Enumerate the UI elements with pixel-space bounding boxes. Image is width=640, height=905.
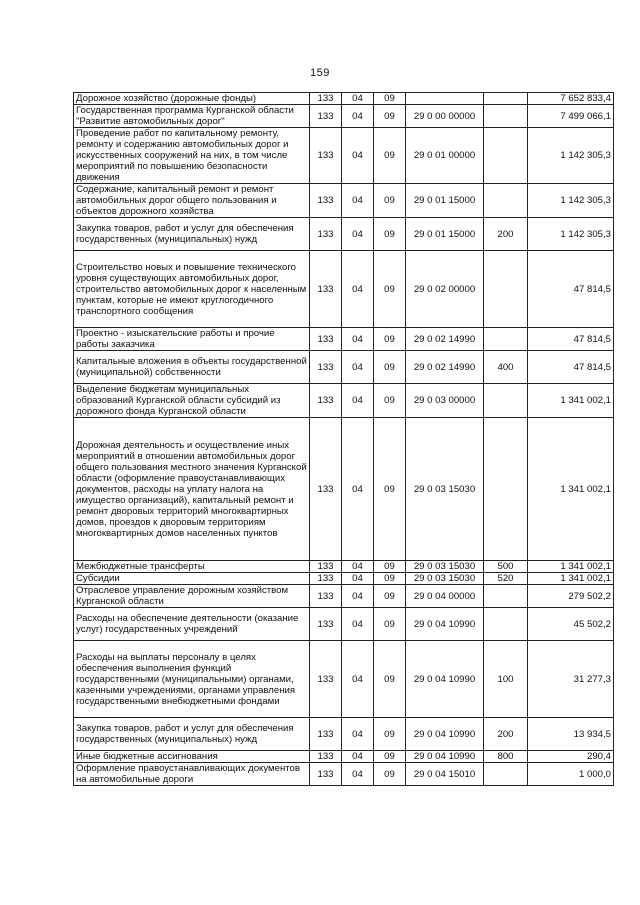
row-section-code: 04 [342,218,374,251]
table-row [74,573,614,585]
row-target-code: 29 0 03 15030 [406,418,484,561]
row-name: Выделение бюджетам муниципальных образований Курганской области субсидий из дорожного фонда Курганской области [74,384,310,418]
row-amount: 45 502,2 [528,608,614,641]
row-expense-type-code [484,251,528,328]
row-section-code: 04 [342,751,374,763]
table-row [74,384,614,418]
table-row [74,218,614,251]
row-section-code: 04 [342,608,374,641]
row-name: Содержание, капитальный ремонт и ремонт автомобильных дорог общего пользования и объектов дорожного хозяйства [74,184,310,218]
row-ved-code: 133 [310,763,342,786]
table-row [74,608,614,641]
row-ved-code: 133 [310,718,342,751]
row-target-code: 29 0 01 00000 [406,128,484,184]
row-amount: 1 341 002,1 [528,573,614,585]
table-row [74,251,614,328]
row-amount: 1 341 002,1 [528,418,614,561]
row-name: Расходы на выплаты персоналу в целях обеспечения выполнения функций государственными (муниципальными) органами, казенными учреждениями, органами управления государственными внебюджетными фондами [74,641,310,718]
row-subsection-code: 09 [374,718,406,751]
row-target-code: 29 0 04 10990 [406,641,484,718]
row-subsection-code: 09 [374,251,406,328]
row-ved-code: 133 [310,561,342,573]
row-target-code: 29 0 04 15010 [406,763,484,786]
row-subsection-code: 09 [374,585,406,608]
budget-table-body [74,93,614,786]
page-number: 159 [310,67,330,79]
row-subsection-code: 09 [374,351,406,384]
row-name: Государственная программа Курганской области "Развитие автомобильных дорог" [74,105,310,128]
row-target-code: 29 0 03 15030 [406,573,484,585]
row-amount: 1 000,0 [528,763,614,786]
row-name: Расходы на обеспечение деятельности (оказание услуг) государственных учреждений [74,608,310,641]
table-row [74,93,614,105]
row-target-code: 29 0 03 15030 [406,561,484,573]
budget-table [73,92,614,786]
row-name: Отраслевое управление дорожным хозяйством Курганской области [74,585,310,608]
table-row [74,418,614,561]
row-target-code: 29 0 04 00000 [406,585,484,608]
row-section-code: 04 [342,251,374,328]
row-name: Иные бюджетные ассигнования [74,751,310,763]
row-amount: 1 142 305,3 [528,218,614,251]
row-section-code: 04 [342,93,374,105]
row-expense-type-code: 800 [484,751,528,763]
row-expense-type-code: 520 [484,573,528,585]
row-ved-code: 133 [310,351,342,384]
row-ved-code: 133 [310,128,342,184]
row-amount: 279 502,2 [528,585,614,608]
table-row [74,561,614,573]
row-ved-code: 133 [310,328,342,351]
row-expense-type-code [484,328,528,351]
row-target-code: 29 0 03 00000 [406,384,484,418]
table-row [74,763,614,786]
row-amount: 1 341 002,1 [528,561,614,573]
row-section-code: 04 [342,384,374,418]
row-subsection-code: 09 [374,418,406,561]
row-amount: 7 652 833,4 [528,93,614,105]
row-subsection-code: 09 [374,218,406,251]
row-ved-code: 133 [310,251,342,328]
row-subsection-code: 09 [374,751,406,763]
row-expense-type-code [484,93,528,105]
row-section-code: 04 [342,328,374,351]
row-ved-code: 133 [310,608,342,641]
row-subsection-code: 09 [374,384,406,418]
row-expense-type-code: 200 [484,718,528,751]
row-amount: 290,4 [528,751,614,763]
row-expense-type-code: 400 [484,351,528,384]
table-row [74,128,614,184]
row-name: Проектно - изыскательские работы и прочие работы заказчика [74,328,310,351]
row-subsection-code: 09 [374,93,406,105]
row-section-code: 04 [342,641,374,718]
row-name: Дорожное хозяйство (дорожные фонды) [74,93,310,105]
row-target-code: 29 0 02 14990 [406,328,484,351]
row-expense-type-code [484,384,528,418]
row-section-code: 04 [342,585,374,608]
table-row [74,718,614,751]
table-row [74,351,614,384]
row-name: Проведение работ по капитальному ремонту, ремонту и содержанию автомобильных дорог и искусственных сооружений на них, в том числе мероприятий по повышению безопасности движения [74,128,310,184]
row-target-code: 29 0 04 10990 [406,751,484,763]
row-amount: 47 814,5 [528,328,614,351]
row-amount: 1 142 305,3 [528,128,614,184]
table-row [74,328,614,351]
row-subsection-code: 09 [374,608,406,641]
row-expense-type-code [484,105,528,128]
row-amount: 7 499 066,1 [528,105,614,128]
row-subsection-code: 09 [374,105,406,128]
row-ved-code: 133 [310,641,342,718]
row-name: Дорожная деятельность и осуществление иных мероприятий в отношении автомобильных дорог общего пользования местного значения Курганской области (оформление правоустанавливающих документов, расходы на уплату налога на имущество организаций), капитальный ремонт и ремонт дворовых территорий многоквартирных домов, проездов к дворовым территориям многоквартирных домов населенных пунктов [74,418,310,561]
table-row [74,105,614,128]
row-expense-type-code [484,184,528,218]
row-section-code: 04 [342,128,374,184]
row-subsection-code: 09 [374,184,406,218]
row-name: Строительство новых и повышение технического уровня существующих автомобильных дорог, строительство автомобильных дорог к населенным пунктам, которые не имеют круглогодичного транспортного сообщения [74,251,310,328]
row-section-code: 04 [342,418,374,561]
row-amount: 31 277,3 [528,641,614,718]
row-ved-code: 133 [310,751,342,763]
row-expense-type-code [484,763,528,786]
row-target-code: 29 0 01 15000 [406,218,484,251]
row-ved-code: 133 [310,93,342,105]
row-ved-code: 133 [310,418,342,561]
row-name: Субсидии [74,573,310,585]
row-name: Межбюджетные трансферты [74,561,310,573]
row-subsection-code: 09 [374,328,406,351]
row-ved-code: 133 [310,384,342,418]
row-ved-code: 133 [310,105,342,128]
table-row [74,585,614,608]
row-target-code: 29 0 02 14990 [406,351,484,384]
row-section-code: 04 [342,105,374,128]
row-amount: 1 341 002,1 [528,384,614,418]
row-expense-type-code: 100 [484,641,528,718]
table-row [74,751,614,763]
row-ved-code: 133 [310,585,342,608]
table-row [74,184,614,218]
row-name: Капитальные вложения в объекты государственной (муниципальной) собственности [74,351,310,384]
row-section-code: 04 [342,573,374,585]
row-subsection-code: 09 [374,573,406,585]
row-expense-type-code: 500 [484,561,528,573]
row-ved-code: 133 [310,184,342,218]
row-expense-type-code [484,418,528,561]
row-amount: 47 814,5 [528,251,614,328]
row-ved-code: 133 [310,218,342,251]
row-name: Закупка товаров, работ и услуг для обеспечения государственных (муниципальных) нужд [74,718,310,751]
row-target-code: 29 0 02 00000 [406,251,484,328]
row-name: Оформление правоустанавливающих документов на автомобильные дороги [74,763,310,786]
row-expense-type-code [484,128,528,184]
row-target-code: 29 0 04 10990 [406,608,484,641]
row-amount: 1 142 305,3 [528,184,614,218]
row-expense-type-code: 200 [484,218,528,251]
row-amount: 47 814,5 [528,351,614,384]
row-ved-code: 133 [310,573,342,585]
row-target-code: 29 0 01 15000 [406,184,484,218]
row-subsection-code: 09 [374,641,406,718]
row-target-code: 29 0 00 00000 [406,105,484,128]
row-name: Закупка товаров, работ и услуг для обеспечения государственных (муниципальных) нужд [74,218,310,251]
row-target-code: 29 0 04 10990 [406,718,484,751]
row-subsection-code: 09 [374,128,406,184]
table-row [74,641,614,718]
row-target-code [406,93,484,105]
row-section-code: 04 [342,184,374,218]
row-amount: 13 934,5 [528,718,614,751]
row-expense-type-code [484,608,528,641]
row-subsection-code: 09 [374,561,406,573]
row-subsection-code: 09 [374,763,406,786]
row-section-code: 04 [342,763,374,786]
row-expense-type-code [484,585,528,608]
row-section-code: 04 [342,561,374,573]
row-section-code: 04 [342,718,374,751]
row-section-code: 04 [342,351,374,384]
